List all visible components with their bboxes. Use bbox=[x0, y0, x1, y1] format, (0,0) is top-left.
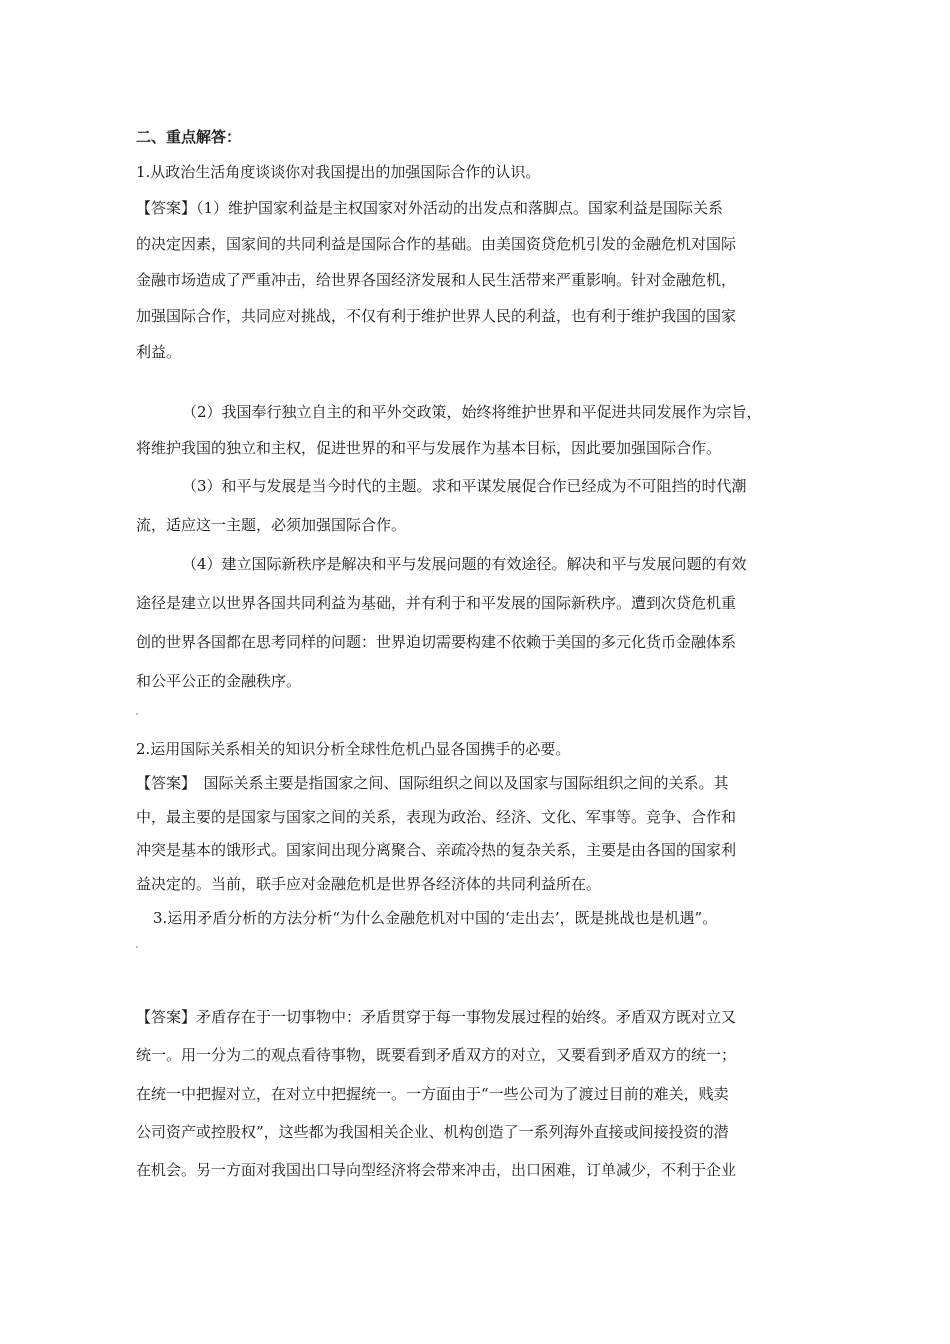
question-1: 1.从政治生活角度谈谈你对我国提出的加强国际合作的认识。 bbox=[136, 163, 541, 181]
answer-3-line: 在统一中把握对立，在对立中把握统一。一方面由于“一些公司为了渡过目前的难关，贱卖 bbox=[136, 1085, 729, 1103]
answer-2-line: 【答案】 国际关系主要是指国家之间、国际组织之间以及国家与国际组织之间的关系。其 bbox=[136, 774, 729, 792]
answer-1-line: （4）建立国际新秩序是解决和平与发展问题的有效途径。解决和平与发展问题的有效 bbox=[182, 555, 747, 573]
paragraph-mark bbox=[136, 946, 138, 948]
answer-1-line: 将维护我国的独立和主权，促进世界的和平与发展作为基本目标，因此要加强国际合作。 bbox=[136, 439, 722, 457]
answer-1-line: 【答案】（1）维护国家利益是主权国家对外活动的出发点和落脚点。国家利益是国际关系 bbox=[136, 199, 724, 217]
question-2: 2.运用国际关系相关的知识分析全球性危机凸显各国携手的必要。 bbox=[136, 740, 571, 758]
answer-2-line: 益决定的。当前，联手应对金融危机是世界各经济体的共同利益所在。 bbox=[136, 875, 602, 893]
answer-1-line: 加强国际合作，共同应对挑战，不仅有利于维护世界人民的利益，也有利于维护我国的国家 bbox=[136, 307, 737, 325]
answer-1-line: （3）和平与发展是当今时代的主题。求和平谋发展促合作已经成为不可阻挡的时代潮 bbox=[182, 477, 747, 495]
answer-1-line: 和公平公正的金融秩序。 bbox=[136, 672, 302, 690]
section-heading: 二、重点解答： bbox=[136, 128, 242, 146]
question-3: 3.运用矛盾分析的方法分析“为什么金融危机对中国的‘走出去’，既是挑战也是机遇”。 bbox=[153, 909, 718, 927]
paragraph-mark bbox=[136, 713, 138, 715]
answer-3-line: 在机会。另一方面对我国出口导向型经济将会带来冲击，出口困难，订单减少，不利于企业 bbox=[136, 1161, 737, 1179]
answer-1-line: 的决定因素，国家间的共同利益是国际合作的基础。由美国资贷危机引发的金融危机对国际 bbox=[136, 235, 737, 253]
answer-1-line: 金融市场造成了严重冲击，给世界各国经济发展和人民生活带来严重影响。针对金融危机， bbox=[136, 271, 737, 289]
answer-2-line: 中，最主要的是国家与国家之间的关系，表现为政治、经济、文化、军事等。竞争、合作和 bbox=[136, 808, 737, 826]
answer-1-line: 途径是建立以世界各国共同利益为基础，并有利于和平发展的国际新秩序。遭到次贷危机重 bbox=[136, 594, 737, 612]
answer-1-line: 创的世界各国都在思考同样的问题：世界迫切需要构建不依赖于美国的多元化货币金融体系 bbox=[136, 633, 737, 651]
answer-3-line: 【答案】矛盾存在于一切事物中：矛盾贯穿于每一事物发展过程的始终。矛盾双方既对立又 bbox=[136, 1008, 737, 1026]
answer-1-line: 利益。 bbox=[136, 343, 182, 361]
answer-3-line: 统一。用一分为二的观点看待事物，既要看到矛盾双方的对立，又要看到矛盾双方的统一； bbox=[136, 1046, 737, 1064]
answer-3-line: 公司资产或控股权”，这些都为我国相关企业、机构创造了一系列海外直接或间接投资的潜 bbox=[136, 1123, 729, 1141]
answer-1-line: 流，适应这一主题，必须加强国际合作。 bbox=[136, 516, 407, 534]
answer-2-line: 冲突是基本的饿形式。国家间出现分离聚合、亲疏冷热的复杂关系，主要是由各国的国家利 bbox=[136, 841, 737, 859]
answer-1-line: （2）我国奉行独立自主的和平外交政策，始终将维护世界和平促进共同发展作为宗旨， bbox=[182, 403, 762, 421]
